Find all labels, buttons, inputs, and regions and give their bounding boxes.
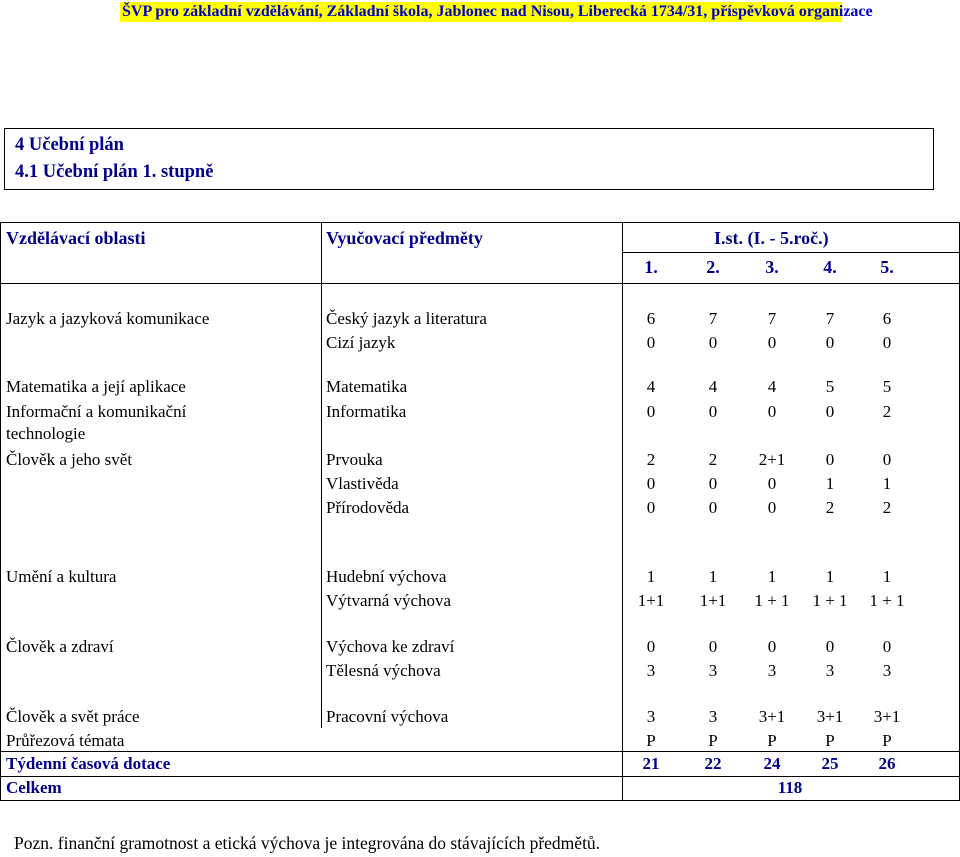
subject-cell: Výtvarná výchova	[326, 591, 452, 610]
hours-cell: 2	[708, 450, 718, 469]
hours-cell: 3+1	[873, 707, 901, 726]
hours-cell: 0	[646, 402, 656, 421]
section-title: 4.1 Učební plán 1. stupně	[15, 162, 214, 182]
area-cell-cont: technologie	[6, 424, 86, 443]
hours-cell: 0	[767, 333, 777, 352]
hours-cell: 1 + 1	[812, 591, 848, 610]
area-cell: Člověk a zdraví	[6, 637, 114, 656]
school-header-text: ŠVP pro základní vzdělávání, Základní škola, Jablonec nad Nisou, Liberecká 1734/31, příspěvková organizace	[122, 3, 873, 20]
hours-cell: P	[767, 731, 777, 750]
subject-cell: Matematika	[326, 377, 408, 396]
weekly-value: 25	[821, 754, 839, 773]
subject-cell: Informatika	[326, 402, 407, 421]
area-cell: Umění a kultura	[6, 567, 117, 586]
hours-cell: 0	[646, 498, 656, 517]
area-cell: Matematika a její aplikace	[6, 377, 186, 396]
hours-cell: 0	[708, 333, 718, 352]
hours-cell: 0	[882, 637, 892, 656]
area-cell: Jazyk a jazyková komunikace	[6, 309, 210, 328]
col-header-subject: Vyučovací předměty	[326, 228, 483, 248]
hours-cell: 7	[708, 309, 718, 328]
weekly-value: 21	[642, 754, 660, 773]
subject-cell: Vlastivěda	[326, 474, 399, 493]
hours-cell: 0	[708, 474, 718, 493]
hours-cell: 4	[708, 377, 718, 396]
grade-header: 3.	[765, 257, 779, 277]
weekly-value: 22	[704, 754, 722, 773]
hours-cell: 3	[646, 661, 656, 680]
hours-cell: 0	[767, 498, 777, 517]
hours-cell: 3	[708, 707, 718, 726]
weekly-value: 26	[878, 754, 896, 773]
subject-cell: Prvouka	[326, 450, 383, 469]
hours-cell: 1+1	[637, 591, 665, 610]
grid-line	[321, 222, 322, 728]
hours-cell: 4	[767, 377, 777, 396]
grid-line	[0, 222, 1, 800]
hours-cell: 2	[882, 402, 892, 421]
hours-cell: 1	[767, 567, 777, 586]
hours-cell: 0	[708, 498, 718, 517]
grade-header: 5.	[880, 257, 894, 277]
hours-cell: P	[708, 731, 718, 750]
hours-cell: 1 + 1	[754, 591, 790, 610]
hours-cell: 0	[708, 637, 718, 656]
subject-cell: Výchova ke zdraví	[326, 637, 455, 656]
hours-cell: 1+1	[699, 591, 727, 610]
hours-cell: 3	[825, 661, 835, 680]
footnote: Pozn. finanční gramotnost a etická výchova je integrována do stávajících předmětů.	[14, 833, 601, 853]
subject-cell: Tělesná výchova	[326, 661, 441, 680]
hours-cell: 0	[767, 474, 777, 493]
subject-cell: Přírodověda	[326, 498, 410, 517]
hours-cell: 1	[646, 567, 656, 586]
hours-cell: 4	[646, 377, 656, 396]
grid-line	[622, 252, 960, 253]
grid-line	[622, 222, 623, 800]
grid-line	[0, 800, 960, 801]
hours-cell: 1	[708, 567, 718, 586]
hours-cell: 0	[646, 637, 656, 656]
hours-cell: 2	[882, 498, 892, 517]
chapter-title: 4 Učební plán	[15, 135, 124, 155]
hours-cell: 7	[767, 309, 777, 328]
total-label: Celkem	[6, 778, 62, 797]
hours-cell: 6	[646, 309, 656, 328]
hours-cell: 1	[825, 567, 835, 586]
total-value: 118	[777, 778, 803, 797]
hours-cell: 1	[882, 474, 892, 493]
grid-line	[0, 776, 960, 777]
hours-cell: 1 + 1	[869, 591, 905, 610]
hours-cell: 0	[825, 450, 835, 469]
hours-cell: 0	[767, 402, 777, 421]
hours-cell: 0	[646, 474, 656, 493]
hours-cell: 7	[825, 309, 835, 328]
hours-cell: 0	[767, 637, 777, 656]
page-header	[0, 0, 960, 26]
hours-cell: 2+1	[758, 450, 786, 469]
subject-cell: Pracovní výchova	[326, 707, 449, 726]
hours-cell: 6	[882, 309, 892, 328]
col-header-level: I.st. (I. - 5.roč.)	[714, 228, 829, 248]
area-cell: Průřezová témata	[6, 731, 125, 750]
grade-header: 1.	[644, 257, 658, 277]
hours-cell: 0	[708, 402, 718, 421]
grid-line	[0, 222, 960, 223]
grade-header: 4.	[823, 257, 837, 277]
grid-line	[0, 283, 960, 284]
hours-cell: 3+1	[758, 707, 786, 726]
hours-cell: 0	[646, 333, 656, 352]
hours-cell: 3	[708, 661, 718, 680]
area-cell: Informační a komunikační	[6, 402, 187, 421]
hours-cell: 0	[825, 333, 835, 352]
hours-cell: 0	[882, 450, 892, 469]
hours-cell: 5	[825, 377, 835, 396]
area-cell: Člověk a jeho svět	[6, 450, 133, 469]
grid-line	[0, 751, 960, 752]
hours-cell: 3	[646, 707, 656, 726]
hours-cell: 1	[882, 567, 892, 586]
hours-cell: P	[882, 731, 892, 750]
hours-cell: 5	[882, 377, 892, 396]
weekly-label: Týdenní časová dotace	[6, 754, 171, 773]
col-header-area: Vzdělávací oblasti	[6, 228, 146, 248]
weekly-value: 24	[763, 754, 781, 773]
hours-cell: 3	[882, 661, 892, 680]
hours-cell: P	[646, 731, 656, 750]
hours-cell: 2	[646, 450, 656, 469]
area-cell: Člověk a svět práce	[6, 707, 140, 726]
title-box	[4, 128, 934, 190]
hours-cell: 3	[767, 661, 777, 680]
hours-cell: 3+1	[816, 707, 844, 726]
hours-cell: 0	[882, 333, 892, 352]
hours-cell: 0	[825, 637, 835, 656]
hours-cell: 0	[825, 402, 835, 421]
hours-cell: P	[825, 731, 835, 750]
subject-cell: Hudební výchova	[326, 567, 447, 586]
hours-cell: 2	[825, 498, 835, 517]
hours-cell: 1	[825, 474, 835, 493]
subject-cell: Český jazyk a literatura	[326, 309, 487, 328]
subject-cell: Cizí jazyk	[326, 333, 396, 352]
grade-header: 2.	[706, 257, 720, 277]
